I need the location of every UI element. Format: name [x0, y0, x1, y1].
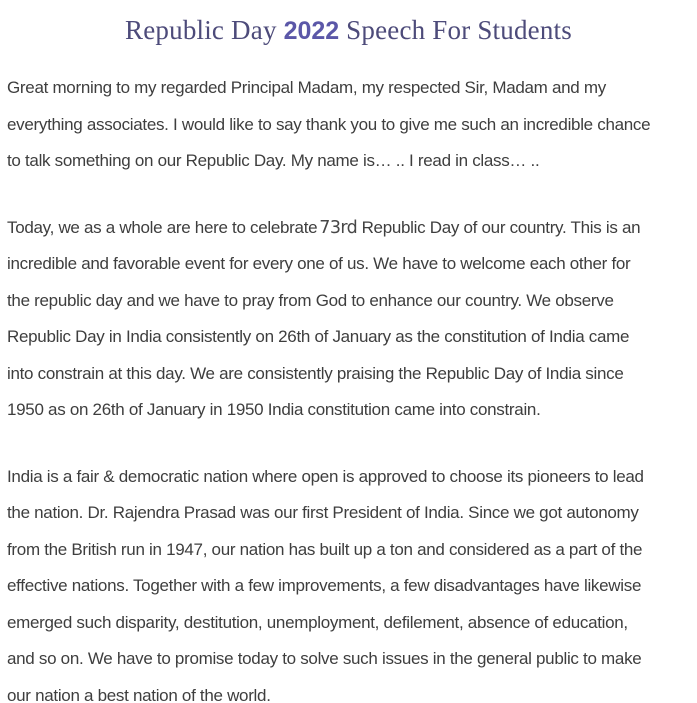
paragraph — [7, 70, 690, 180]
title-text-right: Speech For Students — [339, 15, 572, 45]
text-segment: Great morning to my regarded Principal Madam, my respected Sir, Madam and my — [7, 78, 606, 97]
text-line — [7, 210, 690, 247]
text-segment: Republic Day in India consistently on 26th of January as the constitution of India came — [7, 327, 630, 346]
text-segment: to talk something on our Republic Day. My name is… .. I read in class… .. — [7, 151, 540, 170]
text-line — [7, 459, 690, 496]
text-segment: emerged such disparity, destitution, unemployment, defilement, absence of education, — [7, 612, 628, 632]
text-line — [7, 356, 690, 393]
paragraph — [7, 459, 690, 703]
text-line — [7, 283, 690, 320]
text-line — [7, 678, 690, 703]
text-line — [7, 495, 690, 532]
text-segment: our nation a best nation of the world. — [7, 685, 271, 703]
title-text-left: Republic Day — [125, 15, 284, 45]
page-title — [0, 0, 697, 46]
text-line — [7, 107, 690, 144]
text-line — [7, 143, 690, 180]
text-line — [7, 641, 690, 678]
document-body — [0, 70, 697, 703]
text-segment: and so on. We have to promise today to solve such issues in the general public to make — [7, 649, 642, 668]
text-segment: Republic Day of our country. This is an — [357, 217, 641, 237]
text-segment: the nation. Dr. Rajendra Prasad was our first President of India. Since we got autonomy — [7, 503, 639, 522]
text-segment: from the British run in 1947, our nation has built up a ton and considered as a part of the — [7, 539, 643, 559]
text-line — [7, 532, 690, 569]
title-year: 2022 — [283, 17, 340, 45]
text-segment: India is a fair & democratic nation where open is approved to choose its pioneers to lead — [7, 466, 644, 486]
text-line — [7, 568, 690, 605]
text-line — [7, 70, 690, 107]
text-segment: Today, we as a whole are here to celebrate — [7, 217, 318, 237]
paragraph — [7, 210, 690, 429]
text-segment: everything associates. I would like to say thank you to give me such an incredible chance — [7, 114, 651, 134]
text-segment: incredible and favorable event for every one of us. We have to welcome each other for — [7, 254, 631, 273]
text-line — [7, 392, 690, 429]
text-segment: effective nations. Together with a few improvements, a few disadvantages have likewise — [7, 576, 642, 595]
text-line — [7, 605, 690, 642]
text-line — [7, 319, 690, 356]
text-line — [7, 246, 690, 283]
text-segment: the republic day and we have to pray from God to enhance our country. We observe — [7, 290, 614, 310]
inserted-number: 73rd — [319, 217, 358, 238]
text-segment: 1950 as on 26th of January in 1950 India constitution came into constrain. — [7, 400, 541, 419]
text-segment: into constrain at this day. We are consistently praising the Republic Day of India since — [7, 363, 624, 383]
